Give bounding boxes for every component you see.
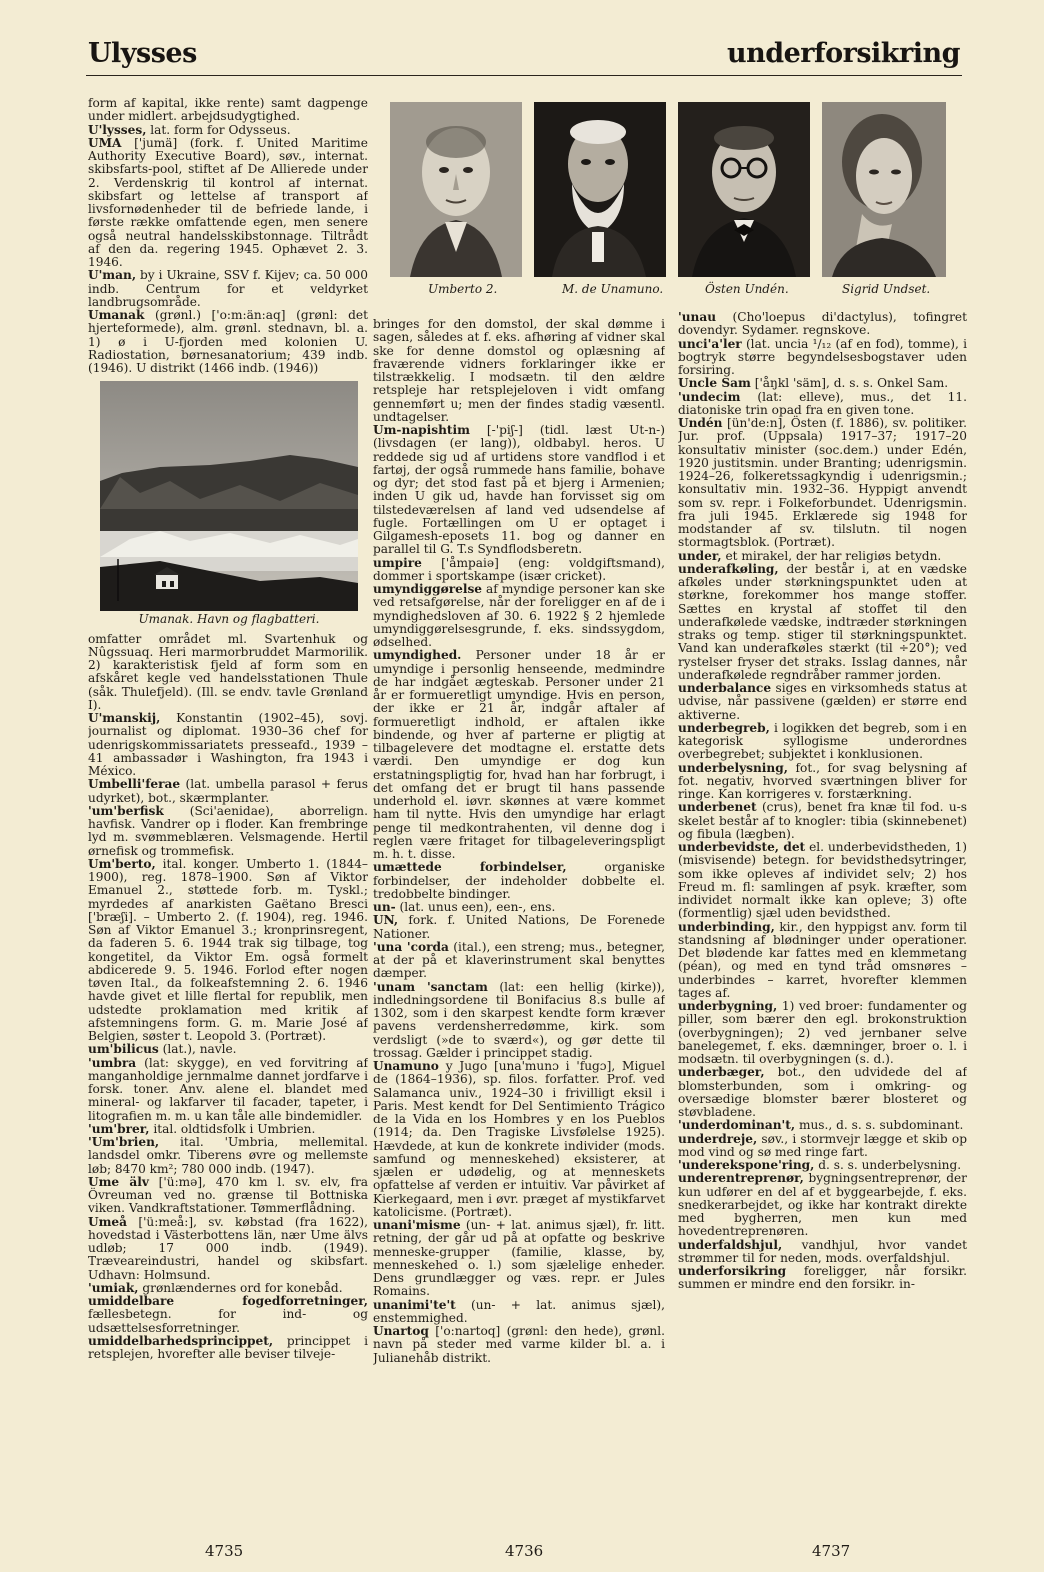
dictionary-entry [678, 311, 967, 338]
portrait-umberto [390, 102, 522, 277]
dictionary-entry [678, 563, 967, 682]
dictionary-entry [373, 557, 665, 584]
dictionary-entry [88, 858, 368, 1044]
dictionary-entry [88, 137, 368, 270]
column-left [88, 97, 368, 1361]
entry-headword: unani'misme [373, 1218, 461, 1232]
entry-text: (lat.), navle. [158, 1042, 237, 1057]
entry-text: der består i, at en vædske afkøles under størkningspunktet uden at størkne, forekommer hos mange stoffer. Sættes en krystal af stoffet til den underafkølede vædske, indtræder størkningen straks og temp. stiger til størkningspunktet. Vand kan underafkøles stærkt (til ÷20°); ved rystelser fryser det straks. Isslag dannes, når underafkølede regndråber rammer jorden. [678, 561, 967, 682]
entry-headword: underbegreb, [678, 720, 770, 735]
column-right [678, 311, 967, 1292]
entry-headword: unci'a'ler [678, 336, 742, 351]
dictionary-entry [678, 1133, 967, 1160]
entry-text: af myndige personer kan ske ved retsafgørelse, når der foreligger en af de i myndighedsloven af 30. 6. 1922 § 2 hjemlede umyndiggørelsesgrunde, f. eks. sindssygdom, ødselhed. [373, 582, 665, 649]
dictionary-entry [678, 377, 967, 390]
entry-text: ['åmpaiə] (eng: voldgiftsmand), dommer i sportskampe (især cricket). [373, 555, 665, 583]
entry-text: et mirakel, der har religiøs betydn. [721, 548, 942, 563]
portrait-unamuno [534, 102, 666, 277]
entry-text: bygningsentreprenør, der kun udfører en del af et byggearbejde, f. eks. snedkerarbejdet, og ikke har kontrakt direkte med bygherren, men kun med hovedentreprenøren. [678, 1171, 967, 1239]
entry-text: (lat. uncia ¹/₁₂ (af en fod), tomme), i bogtryk større begyndelsesbogstaver uden forsiring. [678, 336, 967, 377]
entry-text: grønlændernes ord for konebåd. [138, 1280, 343, 1295]
column-middle [373, 318, 665, 1365]
portrait-caption: Sigrid Undset. [842, 282, 931, 296]
page-number-left: 4735 [205, 1542, 244, 1560]
entry-headword: Unamuno [373, 1059, 439, 1073]
entry-text: form af kapital, ikke rente) samt dagpenge under midlert. arbejdsudygtighed. [88, 97, 368, 124]
dictionary-entry [678, 1172, 967, 1238]
page-header [0, 0, 1044, 86]
entry-headword: Unartoq [373, 1324, 429, 1338]
running-head-left: Ulysses [88, 38, 197, 69]
entry-headword: umiddelbarhedsprincippet, [88, 1333, 274, 1348]
entry-text: ital. 'Umbria, mellemital. landsdel omkr. Tiberens øvre og mellemste løb; 8470 km²; 780 000 indb. (1947). [88, 1135, 368, 1176]
figure-umanak [100, 381, 358, 626]
entry-headword: 'undecim [678, 389, 741, 404]
entry-text: ital. konger. Umberto 1. (1844–1900), reg. 1878–1900. Søn af Viktor Emanuel 2., støttede forb. m. Tyskl.; myrdedes af anarkisten Gaëtano Bresci ['bræʃi]. – Umberto 2. (f. 1904), reg. 1946. Søn af Viktor Emanuel 3.; kronprinsregent, da faderen 5. 6. 1944 trak sig tilbage, tog kongetitel, da Viktor Em. også formelt abdicerede 9. 5. 1946. Forlod efter nogen tøven Ital., da folkeafstemning 2. 6. 1946 havde givet et lille flertal for republik, men udstedte proklamation med kritik af afstemningens form. G. m. Marie José af Belgien, søster t. Leopold 3. (Portræt). [88, 856, 368, 1043]
portrait-undset [822, 102, 946, 277]
dictionary-entry [88, 1282, 368, 1295]
entry-text: (lat: een hellig (kirke)), indledningsordene til Bonifacius 8.s bulle af 1302, som i den skarpest kendte form kræver pavens verdensherredømme, kirk. som verdsligt (»de to sværd«), og gør dette til trossag. Gælder i princippet stadig. [373, 979, 665, 1060]
entry-text: ['o:nartoq] (grønl: den hede), grønl. navn på steder med varme kilder bl. a. i Julianehåb distrikt. [373, 1324, 665, 1365]
dictionary-entry [373, 1299, 665, 1326]
entry-headword: U'lysses, [88, 122, 147, 137]
entry-text: organiske forbindelser, der indeholder dobbelte el. tredobbelte bindinger. [373, 860, 665, 901]
entries-1b [88, 633, 368, 1362]
entry-headword: 'underdominan't, [678, 1118, 796, 1133]
entry-text: ['jumä] (fork. f. United Maritime Authority Executive Board), søv., internat. skibsfarts-pool, stiftet af De Allierede under 2. Verdenskrig til kontrol af internat. skibsfart og lettelse af transport af livsfornødenheder til de befriede lande, i første række omfattende egen, men senere også neutral handelsskibstonnage. Tiltrådt af den da. regering 1945. Ophævet 2. 3. 1946. [88, 135, 368, 269]
entry-text: bringes for den domstol, der skal dømme i sagen, således at f. eks. afhøring af vidner skal ske for denne domstol og oplæsning af fraværende vidners forklaringer ikke er tilstrækkelig. I modsætn. til den ældre retspleje har retsplejeloven i vidt omfang gennemført u; men der findes stadig væsentl. undtagelser. [373, 318, 665, 424]
running-head-right: underforsikring [726, 38, 960, 69]
entry-text: søv., i stormvejr lægge et skib op mod vind og sø med ringe fart. [678, 1131, 967, 1159]
entry-headword: umyndighed. [373, 648, 462, 663]
entry-text: vandhjul, hvor vandet strømmer til for neden, mods. overfaldshjul. [678, 1237, 967, 1265]
entry-text: 1) ved broer: fundamenter og piller, som bærer den egl. brokonstruktion (overbygningen); 2) ved jernbaner selve banelegemet, f. eks. dæmninger, broer o. l. i modsætn. til overbygningen (s. d.). [678, 999, 967, 1066]
entry-text: (un- + lat. animus sjæl), enstemmighed. [373, 1297, 665, 1325]
dictionary-entry [88, 1216, 368, 1282]
dictionary-entry [678, 1000, 967, 1066]
dictionary-entry [88, 633, 368, 713]
entry-headword: 'Um'brien, [88, 1135, 160, 1149]
entry-text: y Jugo [una'munɔ i 'fugɔ], Miguel de (1864–1936), sp. filos. forfatter. Prof. ved Salamanca univ., 1924–30 i frivilligt eksil i Paris. Mest kendt for Del Sentimiento Trágico de la Vida en los Hombres y en los Pueblos (1914; da. Den Tragiske Livsfølelse 1925). Hævdede, at kun de konkrete individer (mods. samfund og menneskehed) eksisterer, at sjælen er udødelig, og at menneskets opfattelse af verden er intuitiv. Var påvirket af Kierkegaard, men i øvr. præget af mystikfarvet katolicisme. (Portræt). [373, 1059, 665, 1219]
entry-headword: underbygning, [678, 999, 778, 1013]
dictionary-entry [88, 97, 368, 124]
dictionary-entry [373, 583, 665, 649]
entry-text: ['ü:mə], 470 km l. sv. elv, fra Övreuman ved no. grænse til Bottniska viken. Vandkraftstationer. Tømmerflådning. [88, 1174, 368, 1216]
dictionary-entry [88, 1136, 368, 1176]
entry-headword: Undén [678, 416, 723, 430]
portrait-caption: Umberto 2. [428, 282, 498, 296]
entry-text: (lat: elleve), mus., det 11. diatoniske trin opad fra en given tone. [678, 389, 967, 417]
entry-headword: Ume älv [88, 1174, 149, 1189]
entry-text: foreligger, når forsikr. summen er mindre end den forsikr. in- [678, 1264, 967, 1292]
entry-headword: underfaldshjul, [678, 1237, 783, 1252]
entry-headword: un- [373, 900, 396, 914]
entries-1a [88, 97, 368, 375]
dictionary-entry [88, 1057, 368, 1123]
entry-text: (un- + lat. animus sjæl), fr. litt. retning, der går ud på at opfatte og beskrive menneske-grupper (familie, klasse, by, menneskehed o. l.) som sjælelige enheder. Dens grundlægger og væs. repr. er Jules Romains. [373, 1218, 665, 1299]
dictionary-entry [88, 1176, 368, 1216]
entry-headword: underbinding, [678, 919, 775, 934]
entry-headword: UN, [373, 913, 399, 928]
entry-text: princippet i retsplejen, hvorefter alle beviser tilveje- [88, 1333, 368, 1361]
entry-text: (crus), benet fra knæ til fod. u-s skelet består af to knogler: tibia (skinnebenet) og fibula (lægben). [678, 800, 967, 841]
dictionary-entry [678, 338, 967, 378]
entry-headword: underentreprenør, [678, 1171, 804, 1186]
dictionary-entry [678, 722, 967, 762]
dictionary-entry [373, 1219, 665, 1299]
dictionary-entry [88, 309, 368, 375]
entry-headword: underbalance [678, 681, 772, 695]
entry-headword: 'umbra [88, 1055, 137, 1070]
entry-text: omfatter området ml. Svartenhuk og Nûgssuaq. Heri marmorbruddet Marmorilik. 2) karakteristisk fjeld af form som en afskåret kegle ved handelsstationen Thule (såk. Thulefjeld). (Ill. se endv. tavle Grønland I). [88, 631, 368, 712]
dictionary-entry [373, 981, 665, 1061]
entry-text: el. underbevidstheden, 1) (misvisende) betegn. for bevidsthedsytringer, som ikke opleves af individet selv; 2) hos Freud m. fl: samlingen af psyk. kræfter, som individet normalt ikke kan opleve; 3) ofte (formentlig) sjæl uden bevidsthed. [678, 840, 967, 921]
page-number-middle: 4736 [505, 1542, 544, 1560]
entry-headword: Umbelli'ferae [88, 777, 181, 792]
entry-text: ['åŋkl 'säm], d. s. s. Onkel Sam. [750, 376, 949, 391]
portrait-strip [390, 102, 946, 292]
dictionary-entry [678, 1239, 967, 1266]
dictionary-entry [88, 124, 368, 137]
entry-headword: 'umiak, [88, 1280, 139, 1295]
dictionary-entry [88, 269, 368, 309]
entry-text: siges en virksomheds status at udvise, når passivene (gælden) er større end aktiverne. [678, 681, 967, 722]
entry-text: bot., den udvidede del af blomsterbunden, som i omkring- og oversædige blomster bærer blosteret og støvbladene. [678, 1065, 967, 1119]
entry-text: lat. form for Odysseus. [146, 122, 291, 137]
entry-headword: umpire [373, 555, 422, 570]
entry-headword: Umeå [88, 1214, 128, 1229]
entry-text: (Sci'aenidae), aborrelign. havfisk. Vandrer op i floder. Kan frembringe lyd m. svømmeblæren. Velsmagende. Hertil ørnefisk og trommefisk. [88, 803, 368, 858]
entry-text: (Cho'loepus di'dactylus), tofingret dovendyr. Sydamer. regnskove. [678, 311, 967, 338]
dictionary-entry [678, 801, 967, 841]
entry-text: i logikken det begreb, som i en kategorisk syllogisme underordnes overbegrebet; subjektet i konklusionen. [678, 720, 967, 762]
dictionary-entry [88, 1335, 368, 1362]
entry-text: [-'piʃ-] (tidl. læst Ut-n-) (livsdagen (er lang)), oldbabyl. heros. U reddede sig ud af urtidens store vandflod i et fartøj, der også rummede hans familie, bohave og dyr; det stod fast på et bjerg i Armenien; inden U gik ud, havde han forvisset sig om tilstedeværelsen af land ved udsendelse af fugle. Fortællingen om U er optaget i Gilgamesh-eposets 11. bog og danner en parallel til G. T.s Syndflodsberetn. [373, 423, 665, 557]
dictionary-entry [373, 318, 665, 424]
dictionary-entry [373, 1060, 665, 1219]
entry-text: fork. f. United Nations, De Forenede Nationer. [373, 913, 665, 941]
figure-caption: Umanak. Havn og flagbatteri. [138, 612, 320, 627]
entry-text: fot., for svag belysning af fot. negativ, hvorved sværtningen bliver for ringe. Kan korrigeres v. forstærkning. [678, 760, 967, 801]
dictionary-entry [678, 762, 967, 802]
entry-text: (lat. umbella parasol + ferus udyrket), bot., skærmplanter. [88, 777, 368, 805]
dictionary-entry [678, 1159, 967, 1172]
entry-headword: Um'berto, [88, 856, 156, 871]
entry-text: fællesbetegn. for ind- og udsættelsesforretninger. [88, 1307, 368, 1335]
dictionary-entry [88, 805, 368, 858]
entry-headword: underbelysning, [678, 760, 788, 775]
entry-headword: underafkøling, [678, 561, 779, 576]
entry-text: kir., den hyppigst anv. form til standsning af blødninger under operationer. Det blødende kar fattes med en klemmetang (péan), og med en tynd tråd omsnøres – underbindes – karret, hvorefter klemmen tages af. [678, 919, 967, 1000]
page-number-right: 4737 [812, 1542, 851, 1560]
entry-headword: Uncle Sam [678, 376, 751, 391]
umanak-photo [100, 381, 358, 611]
entry-headword: underbevidste, det [678, 840, 806, 854]
entry-text: mus., d. s. s. subdominant. [795, 1118, 964, 1133]
dictionary-entry [373, 424, 665, 557]
entry-text: (grønl.) ['o:m:än:aq] (grønl: det hjerteformede), alm. grønl. stednavn, bl. a. 1) ø i U-fjorden med kolonien U. Radiostation, børnesanatorium; 439 indb. (1946). U distrikt (1466 indb. (1946)) [88, 308, 368, 375]
entry-headword: under, [678, 548, 722, 563]
entries-3 [678, 311, 967, 1292]
dictionary-entry [373, 914, 665, 941]
dictionary-entry [678, 550, 967, 563]
entry-text: [ün'de:n], Östen (f. 1886), sv. politiker. Jur. prof. (Uppsala) 1917–37; 1917–20 konsultativ minister (soc.dem.) under Edén, 1920 justitsmin. under Branting; udenrigsmin. 1924–26, folkeretssagkyndig i udenrigsmin.; konsultativ min. 1932–36. Hyppigt anvendt som sv. repr. i Folkeforbundet. Udenrigsmin. fra juli 1945. Erklærede sig 1948 for modstander af sv. tilslutn. til nogen stormagtsblok. (Portræt). [678, 416, 967, 550]
entry-headword: 'unau [678, 311, 717, 324]
dictionary-entry [678, 1265, 967, 1292]
entry-text: Konstantin (1902–45), sovj. journalist og diplomat. 1930–36 chef for udenrigskommissariatets presseafd., 1939 –41 ambassadør i Washington, fra 1943 i México. [88, 711, 368, 778]
portrait-caption: Östen Undén. [705, 282, 789, 296]
dictionary-entry [678, 391, 967, 418]
entry-headword: U'manskij, [88, 711, 161, 725]
entry-headword: um'bilicus [88, 1042, 159, 1057]
entry-text: by i Ukraine, SSV f. Kijev; ca. 50 000 indb. Centrum for et veldyrket landbrugsområde. [88, 268, 368, 309]
dictionary-entry [373, 861, 665, 901]
entry-headword: umættede forbindelser, [373, 860, 567, 875]
entry-headword: Umanak [88, 308, 145, 322]
dictionary-entry [88, 1043, 368, 1056]
header-rule [86, 75, 962, 76]
entry-headword: 'undereksponе'ring, [678, 1158, 815, 1172]
dictionary-entry [678, 417, 967, 550]
entry-headword: 'um'berfisk [88, 803, 164, 818]
entry-headword: underbæger, [678, 1065, 765, 1080]
entry-headword: U'man, [88, 268, 137, 283]
dictionary-entry [678, 1066, 967, 1119]
entry-text: (lat. unus een), een-, ens. [395, 900, 556, 914]
entry-text: (lat: skygge), en ved forvitring af manganholdige jernmalme dannet jordfarve i forsk. toner. Anv. alene el. blandet med mineral- og lakfarver til facader, tapeter, i litografien m. m. u kan tåle alle bindemidler. [88, 1055, 368, 1123]
entry-headword: underbenet [678, 800, 757, 815]
dictionary-entry [678, 1119, 967, 1132]
entry-text: ital. oldtidsfolk i Umbrien. [149, 1121, 316, 1136]
entries-2 [373, 318, 665, 1365]
dictionary-entry [373, 1325, 665, 1365]
dictionary-entry [88, 712, 368, 778]
dictionary-entry [88, 1295, 368, 1335]
entry-headword: underdreje, [678, 1131, 758, 1146]
entry-headword: umiddelbare fogedforretninger, [88, 1294, 368, 1308]
dictionary-entry [373, 941, 665, 981]
entry-text: Personer under 18 år er umyndige i personlig henseende, medmindre de har indgået ægteskab. Personer under 21 år er formueretligt umyndige. Hvis en person, der ikke er 21 år, indgår aftaler af formueretligt indhold, er aftalen ikke bindende, og hver af parterne er pligtig at tilbagelevere det modtagne el. erstatte dets værdi. Den umyndige er dog kun erstatningspligtig for, hvad han har forbrugt, i det omfang det er brugt til hans passende underhold el. iøvr. skønnes at være kommet ham til nytte. Hvis den umyndige har erlagt penge til medkontrahenten, vil denne dog i reglen være fritaget for tilbageleveringspligt m. h. t. disse. [373, 648, 665, 861]
dictionary-entry [88, 778, 368, 805]
dictionary-entry [678, 921, 967, 1001]
dictionary-entry [678, 841, 967, 921]
entry-headword: 'unam 'sanctam [373, 979, 488, 994]
entry-headword: underforsikring [678, 1264, 787, 1278]
portrait-unden [678, 102, 810, 277]
dictionary-entry [678, 682, 967, 722]
entry-headword: umyndiggørelse [373, 582, 483, 596]
entry-headword: UMA [88, 135, 122, 150]
entry-text: ['ü:meå:], sv. købstad (fra 1622), hovedstad i Västerbottens län, nær Ume älvs udløb; 17 000 indb. (1949). Træveareindustri, handel og skibsfart. Udhavn: Holmsund. [88, 1214, 368, 1282]
entry-headword: 'um'brer, [88, 1121, 150, 1136]
entry-headword: 'una 'corda [373, 939, 449, 954]
entry-headword: Um-napishtim [373, 423, 470, 437]
entry-text: d. s. s. underbelysning. [814, 1158, 962, 1172]
dictionary-entry [373, 901, 665, 914]
entry-text: (ital.), een streng; mus., betegner, at der på et klaverinstrument skal benyttes dæmper. [373, 939, 665, 981]
entry-headword: unanimi'te't [373, 1297, 456, 1312]
dictionary-entry [373, 649, 665, 861]
portrait-caption: M. de Unamuno. [562, 282, 664, 296]
dictionary-entry [88, 1123, 368, 1136]
